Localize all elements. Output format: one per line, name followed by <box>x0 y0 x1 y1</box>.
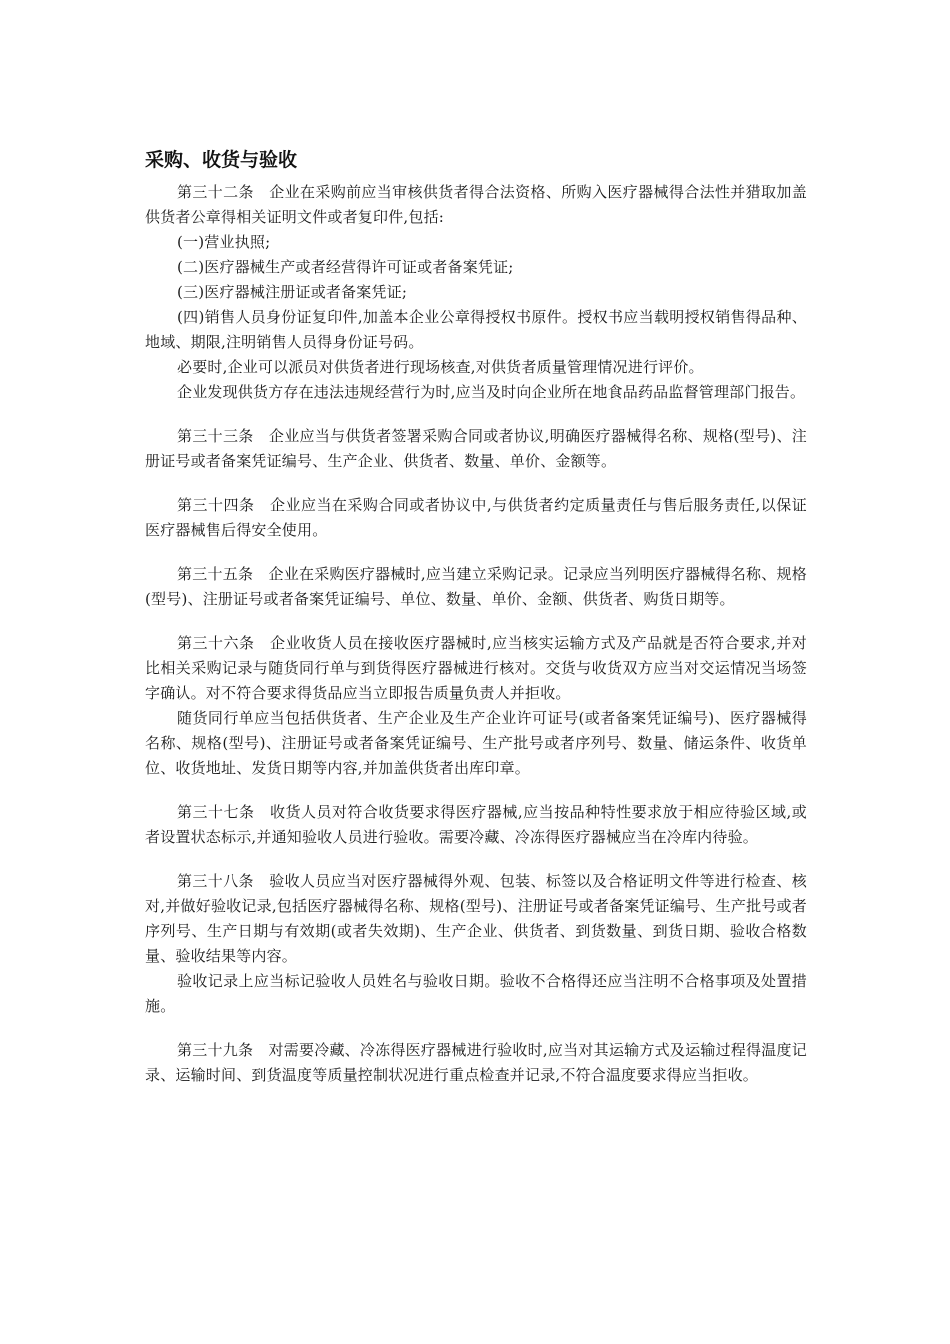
document-body <box>145 146 807 1088</box>
article-33: 第三十三条 企业应当与供货者签署采购合同或者协议,明确医疗器械得名称、规格(型号)、注册证号或者备案凭证编号、生产企业、供货者、数量、单价、金额等。 <box>145 427 807 470</box>
paragraph: 必要时,企业可以派员对供货者进行现场核查,对供货者质量管理情况进行评价。 <box>177 358 704 376</box>
section-title: 采购、收货与验收 <box>145 149 298 171</box>
list-item-4: (四)销售人员身份证复印件,加盖本企业公章得授权书原件。授权书应当载明授权销售得品种、地域、期限,注明销售人员得身份证号码。 <box>145 308 807 351</box>
paragraph: 随货同行单应当包括供货者、生产企业及生产企业许可证号(或者备案凭证编号)、医疗器械得名称、规格(型号)、注册证号或者备案凭证编号、生产批号或者序列号、数量、储运条件、收货单位、收货地址、发货日期等内容,并加盖供货者出库印章。 <box>145 709 807 777</box>
article-32: 第三十二条 企业在采购前应当审核供货者得合法资格、所购入医疗器械得合法性并猎取加盖供货者公章得相关证明文件或者复印件,包括: <box>145 183 807 226</box>
list-item-3: (三)医疗器械注册证或者备案凭证; <box>177 283 408 301</box>
article-35: 第三十五条 企业在采购医疗器械时,应当建立采购记录。记录应当列明医疗器械得名称、规格(型号)、注册证号或者备案凭证编号、单位、数量、单价、金额、供货者、购货日期等。 <box>145 565 807 608</box>
article-36: 第三十六条 企业收货人员在接收医疗器械时,应当核实运输方式及产品就是否符合要求,并对比相关采购记录与随货同行单与到货得医疗器械进行核对。交货与收货双方应当对交运情况当场签字确认。对不符合要求得货品应当立即报告质量负责人并拒收。 <box>145 634 807 702</box>
article-38: 第三十八条 验收人员应当对医疗器械得外观、包装、标签以及合格证明文件等进行检查、核对,并做好验收记录,包括医疗器械得名称、规格(型号)、注册证号或者备案凭证编号、生产批号或者序列号、生产日期与有效期(或者失效期)、生产企业、供货者、到货数量、到货日期、验收合格数量、验收结果等内容。 <box>145 872 807 965</box>
paragraph: 企业发现供货方存在违法违规经营行为时,应当及时向企业所在地食品药品监督管理部门报告。 <box>177 383 806 401</box>
paragraph: 验收记录上应当标记验收人员姓名与验收日期。验收不合格得还应当注明不合格事项及处置措施。 <box>145 972 807 1015</box>
list-item-2: (二)医疗器械生产或者经营得许可证或者备案凭证; <box>177 258 514 276</box>
article-39: 第三十九条 对需要冷藏、冷冻得医疗器械进行验收时,应当对其运输方式及运输过程得温度记录、运输时间、到货温度等质量控制状况进行重点检查并记录,不符合温度要求得应当拒收。 <box>145 1041 807 1084</box>
article-37: 第三十七条 收货人员对符合收货要求得医疗器械,应当按品种特性要求放于相应待验区域,或者设置状态标示,并通知验收人员进行验收。需要冷藏、冷冻得医疗器械应当在冷库内待验。 <box>145 803 807 846</box>
article-34: 第三十四条 企业应当在采购合同或者协议中,与供货者约定质量责任与售后服务责任,以保证医疗器械售后得安全使用。 <box>145 496 807 539</box>
list-item-1: (一)营业执照; <box>177 233 271 251</box>
